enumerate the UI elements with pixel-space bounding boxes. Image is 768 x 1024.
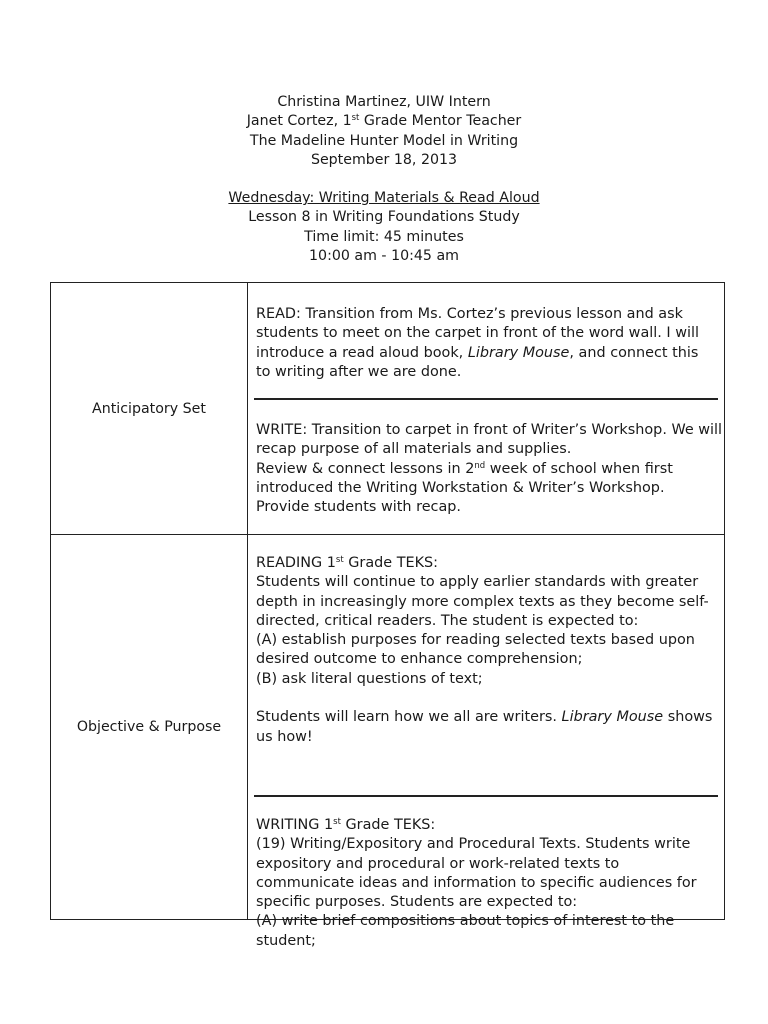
reading-line: (A) establish purposes for reading selected texts based upon <box>256 632 695 649</box>
section-divider <box>254 398 718 400</box>
reading-teks-block <box>256 554 720 747</box>
reading-line: Students will learn how we all are writers. Library Mouse shows <box>256 709 713 726</box>
reading-line: desired outcome to enhance comprehension; <box>256 651 583 668</box>
date-line: September 18, 2013 <box>310 151 458 168</box>
read-block <box>256 305 720 382</box>
objective-purpose-content <box>248 535 724 949</box>
document-header <box>0 93 768 266</box>
lesson-title: Wednesday: Writing Materials & Read Aloud <box>228 190 540 207</box>
anticipatory-set-row <box>51 283 724 535</box>
book-title: Library Mouse <box>561 709 664 726</box>
reading-line: (B) ask literal questions of text; <box>256 670 483 687</box>
writing-line: (A) write brief compositions about topics of interest to the <box>256 913 675 930</box>
writing-line: specific purposes. Students are expected to: <box>256 894 578 911</box>
writing-line: communicate ideas and information to specific audiences for <box>256 874 697 891</box>
blank-line <box>256 689 720 708</box>
reading-line: us how! <box>256 728 313 745</box>
author-line: Christina Martinez, UIW Intern <box>277 94 491 110</box>
reading-line: Students will continue to apply earlier standards with greater <box>256 574 699 591</box>
read-line: students to meet on the carpet in front of the word wall. I will <box>256 325 699 342</box>
time-range: 10:00 am - 10:45 am <box>309 248 459 265</box>
writing-line: student; <box>256 932 316 949</box>
write-block <box>256 421 723 517</box>
header-gap <box>0 170 768 189</box>
write-line: introduced the Writing Workstation & Writer’s Workshop. <box>256 479 665 496</box>
time-limit: Time limit: 45 minutes <box>304 228 464 245</box>
reading-line: directed, critical readers. The student is expected to: <box>256 612 639 629</box>
anticipatory-set-content <box>248 283 724 534</box>
mentor-line: Janet Cortez, 1st Grade Mentor Teacher <box>246 113 522 130</box>
reading-line: depth in increasingly more complex texts as they become self- <box>256 593 709 610</box>
write-line: Provide students with recap. <box>256 499 461 516</box>
lesson-number: Lesson 8 in Writing Foundations Study <box>248 209 520 226</box>
reading-teks-heading: READING 1st Grade TEKS: <box>256 555 439 571</box>
model-line: The Madeline Hunter Model in Writing <box>249 132 519 149</box>
section-divider <box>254 795 718 797</box>
writing-line: (19) Writing/Expository and Procedural Texts. Students write <box>256 836 691 853</box>
objective-purpose-label: Objective & Purpose <box>51 535 248 919</box>
write-line: recap purpose of all materials and supplies. <box>256 441 572 458</box>
write-line: WRITE: Transition to carpet in front of Writer’s Workshop. We will <box>256 422 723 438</box>
writing-line: expository and procedural or work-related texts to <box>256 855 620 872</box>
objective-purpose-row <box>51 535 724 949</box>
read-line: to writing after we are done. <box>256 363 462 380</box>
anticipatory-set-label: Anticipatory Set <box>51 283 248 534</box>
read-line: introduce a read aloud book, Library Mouse, and connect this <box>256 344 699 361</box>
lesson-plan-table <box>50 282 725 949</box>
writing-teks-block <box>256 816 720 951</box>
write-line: Review & connect lessons in 2nd week of school when first <box>256 460 673 477</box>
book-title: Library Mouse <box>467 344 570 361</box>
writing-teks-heading: WRITING 1st Grade TEKS: <box>256 817 436 833</box>
read-line: READ: Transition from Ms. Cortez’s previous lesson and ask <box>256 306 683 322</box>
